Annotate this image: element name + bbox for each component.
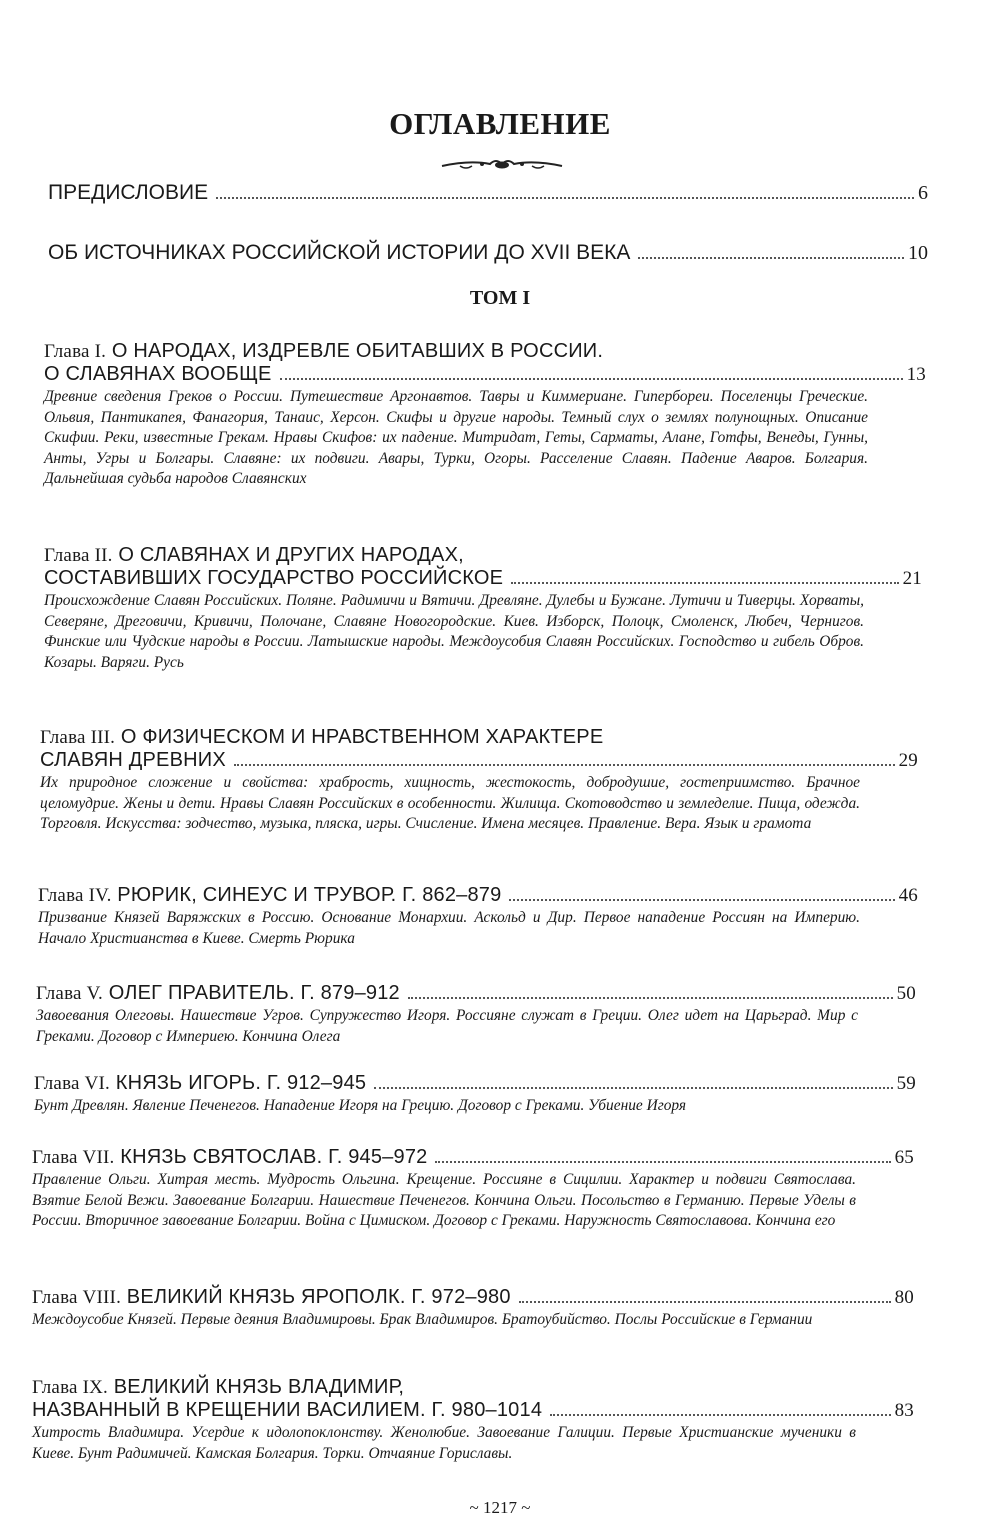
toc-chapter-2[interactable] [44, 544, 922, 673]
dot-leader [435, 1161, 890, 1163]
page-number: 50 [896, 983, 916, 1004]
chapter-title [36, 982, 400, 1005]
dot-leader [511, 582, 898, 584]
chapter-summary: Бунт Древлян. Явление Печенегов. Нападение Игоря на Грецию. Договор с Греками. Убиение Игоря [34, 1097, 687, 1114]
chapter-title-line2: НАЗВАННЫЙ В КРЕЩЕНИИ ВАСИЛИЕМ. Г. 980–1014 [32, 1399, 543, 1421]
chapter-heading-last [44, 363, 926, 386]
chapter-heading-last [32, 1286, 914, 1309]
chapter-title-line2: СОСТАВИВШИХ ГОСУДАРСТВО РОССИЙСКОЕ [44, 567, 504, 589]
volume-heading: ТОМ I [469, 287, 531, 309]
toc-entry-preface[interactable] [48, 180, 928, 206]
toc-chapter-3[interactable] [40, 726, 918, 835]
folio-page-number: ~ 1217 ~ [469, 1498, 531, 1517]
chapter-title-line1: ВЕЛИКИЙ КНЯЗЬ ВЛАДИМИР, [113, 1376, 405, 1398]
chapter-heading-last [34, 1072, 916, 1095]
dot-leader [550, 1414, 890, 1416]
toc-chapter-7[interactable] [32, 1146, 914, 1232]
toc-chapter-4[interactable] [38, 884, 918, 949]
page-number: 83 [894, 1400, 914, 1421]
chapter-label: Глава IV. [38, 885, 112, 906]
decorative-flourish-icon [440, 154, 564, 174]
chapter-heading [44, 340, 926, 363]
chapter-label: Глава V. [36, 983, 103, 1004]
chapter-summary: Правление Ольги. Хитрая месть. Мудрость Ольгина. Крещение. Россияне в Сицилии. Характер и подвиги Святослава. Взятие Белой Вежи. Завоевание Болгарии. Нашествие Печенегов. Кончина Ольги. Посольство в Германию. Первые Уделы в России. Вторичное завоевание Болгарии. Война с Цимиском. Договор с Греками. Наружность Святославова. Кончина его [32, 1171, 856, 1229]
chapter-summary: Завоевания Олеговы. Нашествие Угров. Супружество Игоря. Россияне служат в Греции. Олег идет на Царьград. Мир с Греками. Договор с Империею. Кончина Олега [36, 1007, 858, 1045]
chapter-heading-last [32, 1399, 914, 1422]
toc-entry-sources[interactable] [48, 240, 928, 266]
page-number: 13 [906, 364, 926, 385]
chapter-title-line2: О СЛАВЯНАХ ВООБЩЕ [44, 363, 272, 385]
toc-chapter-6[interactable] [34, 1072, 916, 1117]
page-number: 80 [894, 1287, 914, 1308]
chapter-summary: Древние сведения Греков о России. Путешествие Аргонавтов. Тавры и Киммериане. Гипербореи. Поселенцы Греческие. Ольвия, Пантикапея, Фанагория, Танаис, Херсон. Скифы и другие народы. Темный слух о землях полунощных. Описание Скифии. Реки, известные Грекам. Нравы Скифов: их падение. Митридат, Геты, Сарматы, Алане, Готфы, Венеды, Гунны, Анты, Угры и Болгары. Славяне: их подвиги. Авары, Турки, Огоры. Расселение Славян. Падение Аваров. Болгария. Дальнейшая судьба народов Славянских [44, 388, 868, 487]
chapter-summary: Междоусобие Князей. Первые деяния Владимировы. Брак Владимиров. Братоубийство. Послы Российские в Германии [32, 1311, 813, 1328]
chapter-summary: Призвание Князей Варяжских в Россию. Основание Монархии. Аскольд и Дир. Первое нападение Россиян на Империю. Начало Христианства в Киеве. Смерть Рюрика [38, 909, 860, 947]
chapter-title-line1: О СЛАВЯНАХ И ДРУГИХ НАРОДАХ, [118, 544, 464, 566]
chapter-summary: Хитрость Владимира. Усердие к идолопоклонству. Женолюбие. Завоевание Галиции. Первые Христианские мученики в Киеве. Бунт Радимичей. Камская Болгария. Торки. Отчаяние Гориславы. [32, 1424, 856, 1462]
chapter-heading-last [32, 1146, 914, 1169]
page-number: 6 [918, 182, 928, 204]
chapter-heading-last [40, 749, 918, 772]
chapter-heading [32, 1376, 914, 1399]
chapter-heading-last [44, 567, 922, 590]
chapter-label: Глава I. [44, 341, 107, 362]
dot-leader [408, 997, 893, 999]
chapter-label: Глава IX. [32, 1377, 108, 1398]
toc-chapter-1[interactable] [44, 340, 926, 490]
chapter-title-line2: СЛАВЯН ДРЕВНИХ [40, 749, 226, 771]
chapter-title [32, 1286, 511, 1309]
chapter-title [32, 1146, 427, 1169]
chapter-heading-last [38, 884, 918, 907]
page-title: ОГЛАВЛЕНИЕ [389, 106, 611, 141]
chapter-title-line2: КНЯЗЬ СВЯТОСЛАВ. Г. 945–972 [120, 1146, 428, 1168]
chapter-heading [40, 726, 918, 749]
chapter-summary: Их природное сложение и свойства: храбрость, хищность, жестокость, добродушие, гостеприимство. Брачное целомудрие. Жены и дети. Нравы Славян Российских в особенности. Жилища. Скотоводство и земледелие. Пища, одежда. Торговля. Искусства: зодчество, музыка, пляска, игры. Счисление. Имена месяцев. Правление. Вера. Язык и грамота [40, 774, 860, 832]
chapter-heading-last [36, 982, 916, 1005]
chapter-label: Глава VIII. [32, 1287, 122, 1308]
dot-leader [280, 378, 903, 380]
page-number: 21 [902, 568, 922, 589]
chapter-label: Глава II. [44, 545, 113, 566]
page-number: 59 [896, 1073, 916, 1094]
chapter-title [38, 884, 501, 907]
chapter-label: Глава VII. [32, 1147, 115, 1168]
chapter-title-line1: О НАРОДАХ, ИЗДРЕВЛЕ ОБИТАВШИХ В РОССИИ. [111, 340, 604, 362]
chapter-summary: Происхождение Славян Российских. Поляне. Радимичи и Вятичи. Древляне. Дулебы и Бужане. Лутичи и Тиверцы. Хорваты, Северяне, Дреговичи, Кривичи, Полочане, Славяне Новогородские. Киев. Изборск, Полоцк, Смоленск, Любеч, Чернигов. Финские или Чудские народы в России. Латышские народы. Междоусобия Славян Российских. Господство и гибель Обров. Козары. Варяги. Русь [44, 592, 864, 671]
entry-title: ПРЕДИСЛОВИЕ [48, 181, 209, 204]
chapter-heading [44, 544, 922, 567]
chapter-title-line2: КНЯЗЬ ИГОРЬ. Г. 912–945 [115, 1072, 367, 1094]
chapter-title [34, 1072, 366, 1095]
dot-leader [638, 257, 904, 259]
dot-leader [216, 197, 914, 199]
chapter-label: Глава III. [40, 727, 116, 748]
chapter-title-line1: О ФИЗИЧЕСКОМ И НРАВСТВЕННОМ ХАРАКТЕРЕ [120, 726, 604, 748]
chapter-label: Глава VI. [34, 1073, 110, 1094]
toc-chapter-5[interactable] [36, 982, 916, 1047]
toc-chapter-8[interactable] [32, 1286, 914, 1331]
dot-leader [519, 1301, 891, 1303]
dot-leader [374, 1087, 892, 1089]
page-number: 65 [894, 1147, 914, 1168]
toc-chapter-9[interactable] [32, 1376, 914, 1464]
page-number: 46 [898, 885, 918, 906]
entry-title: ОБ ИСТОЧНИКАХ РОССИЙСКОЙ ИСТОРИИ ДО XVII ВЕКА [48, 241, 631, 264]
dot-leader [509, 899, 894, 901]
chapter-title-line2: ВЕЛИКИЙ КНЯЗЬ ЯРОПОЛК. Г. 972–980 [126, 1286, 511, 1308]
page-number: 10 [908, 242, 928, 264]
chapter-title-line2: РЮРИК, СИНЕУС И ТРУВОР. Г. 862–879 [117, 884, 502, 906]
page-number: 29 [898, 750, 918, 771]
chapter-title-line2: ОЛЕГ ПРАВИТЕЛЬ. Г. 879–912 [108, 982, 400, 1004]
dot-leader [234, 764, 895, 766]
